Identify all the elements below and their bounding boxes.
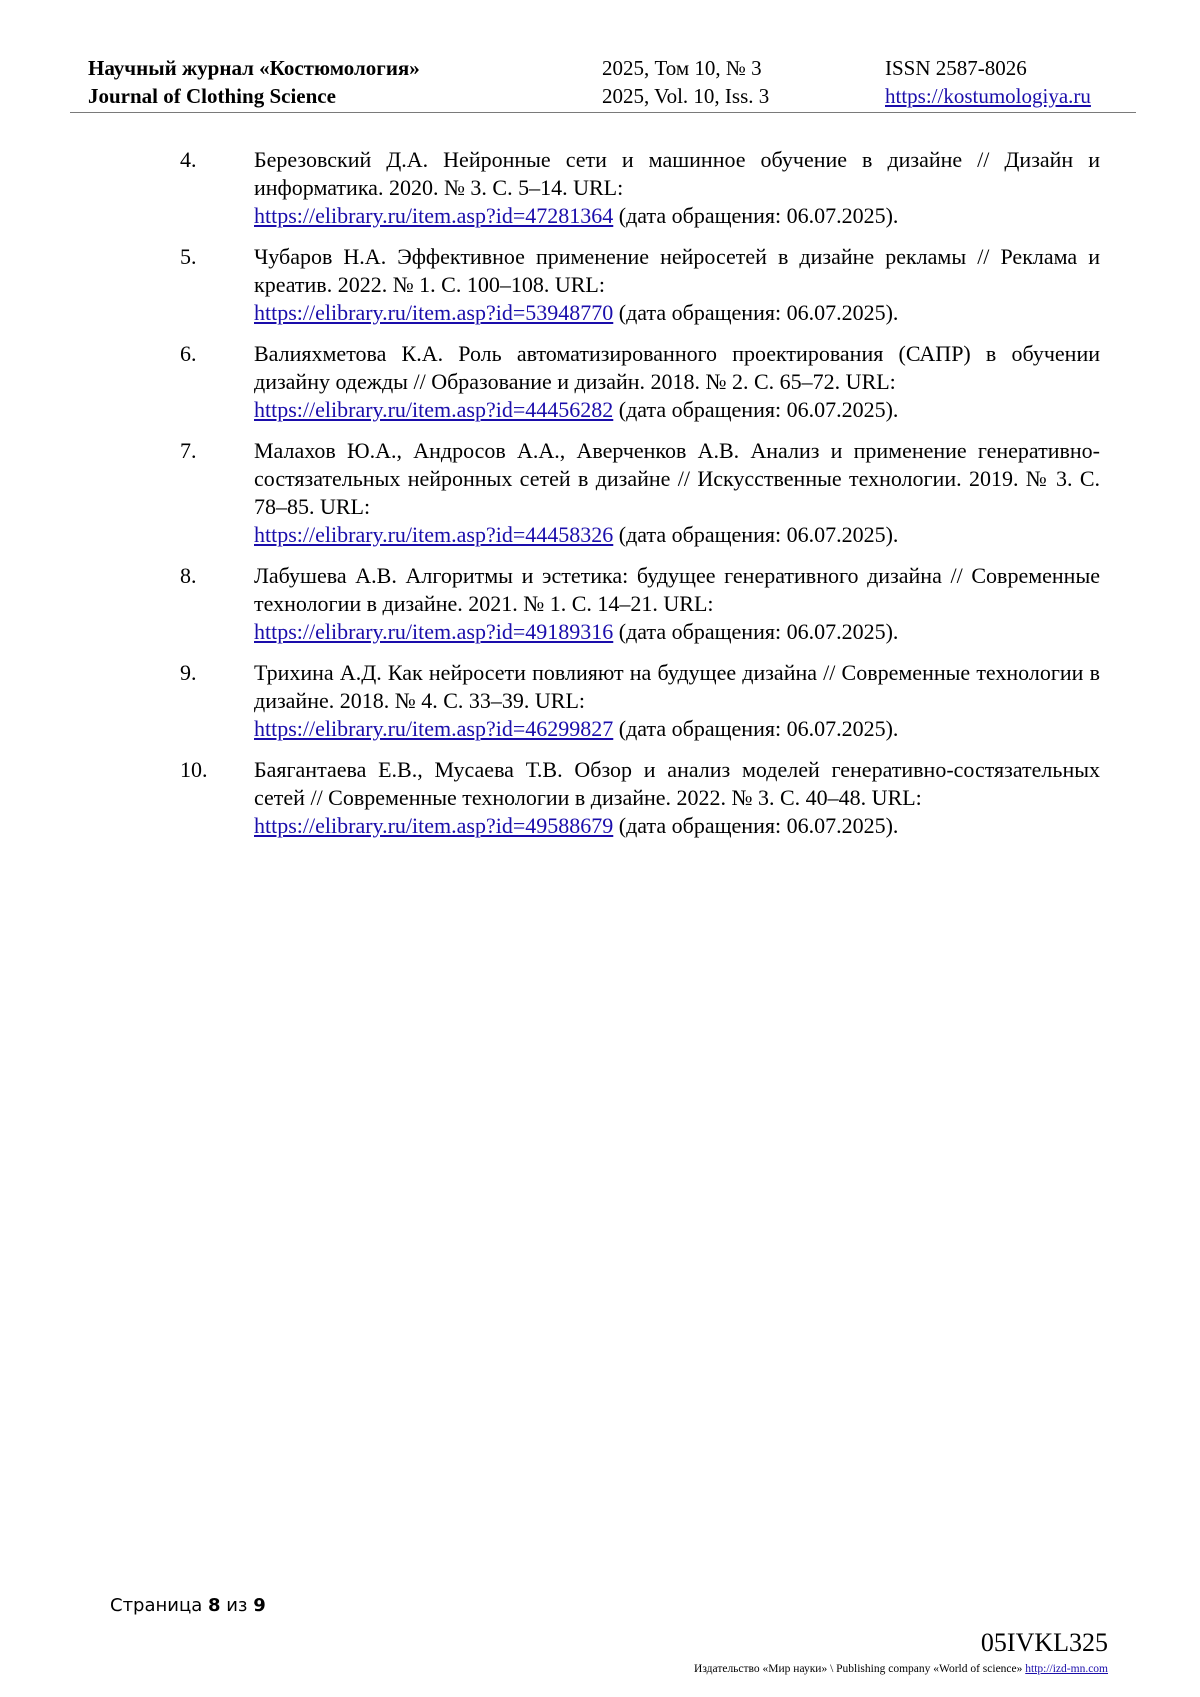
page-counter-prefix: Страница <box>110 1595 208 1616</box>
document-code: 05IVKL325 <box>980 1628 1108 1657</box>
reference-url-line <box>254 715 1100 743</box>
reference-item <box>180 243 1100 327</box>
reference-number: 9. <box>180 660 197 685</box>
reference-access-date: (дата обращения: 06.07.2025). <box>613 522 899 547</box>
header-issn-site <box>885 54 1091 110</box>
reference-access-date: (дата обращения: 06.07.2025). <box>613 619 899 644</box>
reference-item <box>180 659 1100 743</box>
reference-number: 7. <box>180 438 197 463</box>
header-divider <box>70 112 1136 113</box>
reference-number: 8. <box>180 563 197 588</box>
journal-name-en: Journal of Clothing Science <box>88 84 336 108</box>
header-journal-title <box>88 54 420 110</box>
publisher-line <box>694 1662 1108 1676</box>
reference-number: 4. <box>180 147 197 172</box>
page-counter-sep: из <box>220 1595 254 1616</box>
reference-text: Березовский Д.А. Нейронные сети и машинное обучение в дизайне // Дизайн и информатика. 2020. № 3. С. 5–14. URL: <box>254 147 1100 200</box>
reference-text: Валияхметова К.А. Роль автоматизированного проектирования (САПР) в обучении дизайну одежды // Образование и дизайн. 2018. № 2. С. 65–72. URL: <box>254 341 1100 394</box>
journal-site-link[interactable]: https://kostumologiya.ru <box>885 84 1091 108</box>
reference-number: 10. <box>180 757 208 782</box>
page-counter <box>110 1594 266 1618</box>
reference-url-line <box>254 618 1100 646</box>
reference-text: Трихина А.Д. Как нейросети повлияют на будущее дизайна // Современные технологии в дизайне. 2018. № 4. С. 33–39. URL: <box>254 660 1100 713</box>
journal-name-ru: Научный журнал «Костюмология» <box>88 56 420 80</box>
publisher-link[interactable]: http://izd-mn.com <box>1025 1663 1108 1675</box>
issn: ISSN 2587-8026 <box>885 56 1027 80</box>
reference-item <box>180 756 1100 840</box>
issue-ru: 2025, Том 10, № 3 <box>602 56 762 80</box>
journal-header <box>88 54 1128 110</box>
reference-url-line <box>254 299 1100 327</box>
reference-link[interactable]: https://elibrary.ru/item.asp?id=44456282 <box>254 397 614 422</box>
reference-text: Лабушева А.В. Алгоритмы и эстетика: будущее генеративного дизайна // Современные технологии в дизайне. 2021. № 1. С. 14–21. URL: <box>254 563 1100 616</box>
reference-item <box>180 340 1100 424</box>
reference-text: Баягантаева Е.В., Мусаева Т.В. Обзор и анализ моделей генеративно-состязательных сетей // Современные технологии в дизайне. 2022. № 3. С. 40–48. URL: <box>254 757 1100 810</box>
reference-item <box>180 562 1100 646</box>
reference-link[interactable]: https://elibrary.ru/item.asp?id=49588679 <box>254 813 614 838</box>
reference-url-line <box>254 521 1100 549</box>
page-current: 8 <box>207 1595 221 1616</box>
reference-access-date: (дата обращения: 06.07.2025). <box>613 300 899 325</box>
reference-access-date: (дата обращения: 06.07.2025). <box>613 813 899 838</box>
reference-access-date: (дата обращения: 06.07.2025). <box>613 716 899 741</box>
issue-en: 2025, Vol. 10, Iss. 3 <box>602 84 770 108</box>
reference-access-date: (дата обращения: 06.07.2025). <box>613 397 899 422</box>
reference-url-line <box>254 202 1100 230</box>
reference-item <box>180 437 1100 549</box>
header-issue <box>602 54 769 110</box>
publisher-text: Издательство «Мир науки» \ Publishing company «World of science» <box>694 1663 1026 1675</box>
reference-number: 6. <box>180 341 197 366</box>
page-total: 9 <box>253 1595 266 1616</box>
reference-number: 5. <box>180 244 197 269</box>
reference-text: Чубаров Н.А. Эффективное применение нейросетей в дизайне рекламы // Реклама и креатив. 2022. № 1. С. 100–108. URL: <box>254 244 1100 297</box>
reference-link[interactable]: https://elibrary.ru/item.asp?id=47281364 <box>254 203 614 228</box>
reference-link[interactable]: https://elibrary.ru/item.asp?id=44458326 <box>254 522 614 547</box>
reference-item <box>180 146 1100 230</box>
reference-link[interactable]: https://elibrary.ru/item.asp?id=46299827 <box>254 716 614 741</box>
reference-url-line <box>254 812 1100 840</box>
reference-access-date: (дата обращения: 06.07.2025). <box>613 203 899 228</box>
reference-list <box>180 146 1100 853</box>
reference-text: Малахов Ю.А., Андросов А.А., Аверченков А.В. Анализ и применение генеративно-состязательных нейронных сетей в дизайне // Искусственные технологии. 2019. № 3. С. 78–85. URL: <box>254 438 1100 519</box>
reference-link[interactable]: https://elibrary.ru/item.asp?id=49189316 <box>254 619 614 644</box>
reference-url-line <box>254 396 1100 424</box>
reference-link[interactable]: https://elibrary.ru/item.asp?id=53948770 <box>254 300 614 325</box>
